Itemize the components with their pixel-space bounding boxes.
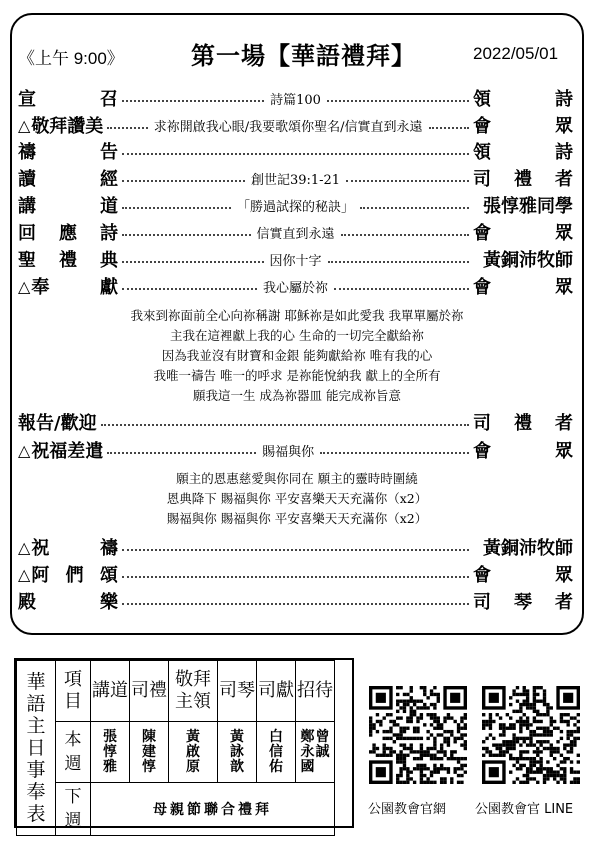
order-item-label: 讀 經 — [18, 169, 118, 190]
header-sermon: 講道 — [91, 661, 130, 722]
duty-table-title: 華 語 主 日 事 奉 表 — [17, 661, 56, 836]
leader-dots — [320, 452, 469, 454]
leader-dots — [122, 576, 469, 578]
leader-dots — [122, 207, 231, 209]
this-week-pianist: 黃 詠 歆 — [218, 722, 257, 783]
order-item-label: 講 道 — [18, 196, 118, 217]
leader-dots — [122, 288, 257, 290]
congregation-marker: △ — [18, 440, 31, 460]
order-item-leader: 黃銅沛牧師 — [483, 250, 574, 271]
header-worship-leader: 敬拜 主領 — [169, 661, 218, 722]
order-item-content: 信實直到永遠 — [256, 226, 335, 242]
order-row — [18, 589, 573, 613]
leader-dots — [107, 127, 147, 129]
order-item-content: 因你十字 — [269, 253, 322, 269]
qr-code-icon[interactable] — [482, 686, 580, 784]
order-row — [18, 139, 573, 163]
leader-dots — [328, 261, 470, 263]
order-item-label: △ 敬拜讚美 — [18, 115, 104, 137]
leader-dots — [107, 452, 256, 454]
order-item-leader: 會 眾 — [473, 223, 574, 244]
order-row — [18, 86, 573, 110]
order-item-leader: 黃銅沛牧師 — [483, 538, 573, 559]
order-item-content: 詩篇100 — [270, 92, 321, 108]
order-item-label: 宣 召 — [18, 89, 118, 110]
order-row — [18, 274, 573, 298]
order-item-label: 殿 樂 — [18, 592, 118, 613]
leader-dots — [360, 207, 469, 209]
lyric-line: 因為我並沒有財寶和金銀 能夠獻給祢 唯有我的心 — [161, 348, 433, 363]
order-row — [18, 220, 573, 244]
order-item-leader: 會 眾 — [473, 441, 574, 462]
order-row — [18, 438, 573, 462]
this-week-worship-leader: 黃 啟 原 — [169, 722, 218, 783]
order-item-label: △ 阿 們 頌 — [18, 564, 118, 586]
order-item-leader: 會 眾 — [473, 277, 574, 298]
order-row — [18, 113, 573, 137]
header-liturgist: 司禮 — [130, 661, 169, 722]
lyric-line: 願主的恩惠慈愛與你同在 願主的靈時時圍繞 — [176, 471, 418, 486]
order-row — [18, 166, 573, 190]
qr-code-icon[interactable] — [369, 686, 467, 784]
leader-dots — [122, 100, 264, 102]
this-week-usher: 鄭 永 國 曾 誠 — [296, 722, 335, 783]
leader-dots — [101, 424, 469, 426]
lyric-line: 願我這一生 成為祢器皿 能完成祢旨意 — [193, 388, 401, 403]
order-item-content: 賜福與你 — [262, 444, 315, 460]
order-row — [18, 535, 573, 559]
this-week-liturgist: 陳 建 惇 — [130, 722, 169, 783]
order-item-content: 創世記39:1-21 — [250, 172, 341, 188]
order-item-leader: 會 眾 — [473, 116, 574, 137]
order-item-leader: 張惇雅同學 — [483, 196, 574, 217]
leader-dots — [327, 100, 469, 102]
page-title: 第一場【華語禮拜】 — [191, 42, 416, 70]
this-week-label: 本 週 — [56, 722, 91, 783]
congregation-marker: △ — [18, 115, 31, 135]
order-item-label: △ 祝福差遣 — [18, 440, 104, 462]
order-item-content: 「勝過試探的秘訣」 — [237, 199, 355, 215]
order-item-content: 求祢開啟我心眼/我要歌頌你聖名/信實直到永遠 — [153, 119, 423, 135]
order-item-leader: 司 琴 者 — [473, 592, 573, 613]
order-item-leader: 領 詩 — [473, 89, 574, 110]
order-row — [18, 562, 573, 586]
congregation-marker: △ — [18, 276, 31, 296]
line-qr-caption: 公園教會官 LINE — [475, 802, 574, 817]
order-item-label: △ 奉 獻 — [18, 276, 118, 298]
congregation-marker: △ — [18, 537, 31, 557]
header-offering: 司獻 — [257, 661, 296, 722]
next-week-label: 下 週 — [56, 783, 91, 836]
order-item-label: △ 祝 禱 — [18, 537, 118, 559]
leader-dots — [122, 549, 469, 551]
header-pianist: 司琴 — [218, 661, 257, 722]
order-row — [18, 410, 573, 434]
order-item-leader: 司 禮 者 — [473, 169, 574, 190]
congregation-marker: △ — [18, 564, 31, 584]
leader-dots — [122, 603, 469, 605]
order-row — [18, 193, 573, 217]
service-date: 2022/05/01 — [473, 44, 559, 63]
order-item-leader: 領 詩 — [473, 142, 573, 163]
this-week-offering: 白 信 佑 — [257, 722, 296, 783]
leader-dots — [122, 234, 251, 236]
next-week-service: 母親節聯合禮拜 — [91, 783, 335, 836]
website-qr-caption: 公園教會官網 — [368, 802, 447, 817]
order-row — [18, 247, 573, 271]
order-item-label: 回 應 詩 — [18, 223, 118, 244]
leader-dots — [122, 180, 245, 182]
lyric-line: 我來到祢面前全心向祢稱謝 耶穌祢是如此愛我 我單單屬於祢 — [130, 308, 464, 323]
order-item-label: 聖 禮 典 — [18, 250, 118, 271]
leader-dots — [346, 180, 469, 182]
leader-dots — [429, 127, 469, 129]
leader-dots — [341, 234, 470, 236]
service-time: 《上午 9:00》 — [18, 49, 124, 68]
leader-dots — [122, 153, 469, 155]
header-item: 項 目 — [56, 661, 91, 722]
lyric-line: 我唯一禱告 唯一的呼求 是祢能悅納我 獻上的全所有 — [153, 368, 441, 383]
lyric-line: 賜福與你 賜福與你 平安喜樂天天充滿你（x2） — [166, 511, 428, 526]
order-item-content: 我心屬於祢 — [263, 280, 329, 296]
this-week-sermon: 張 惇 雅 — [91, 722, 130, 783]
order-item-label: 禱 告 — [18, 142, 118, 163]
order-item-label: 報告/歡迎 — [18, 413, 97, 434]
order-item-leader: 會 眾 — [473, 565, 573, 586]
duty-roster-table — [16, 660, 335, 836]
leader-dots — [122, 261, 264, 263]
leader-dots — [334, 288, 469, 290]
order-item-leader: 司 禮 者 — [473, 413, 573, 434]
header-usher: 招待 — [296, 661, 335, 722]
lyric-line: 恩典降下 賜福與你 平安喜樂天天充滿你（x2） — [166, 491, 428, 506]
lyric-line: 主我在這裡獻上我的心 生命的一切完全獻給祢 — [170, 328, 424, 343]
